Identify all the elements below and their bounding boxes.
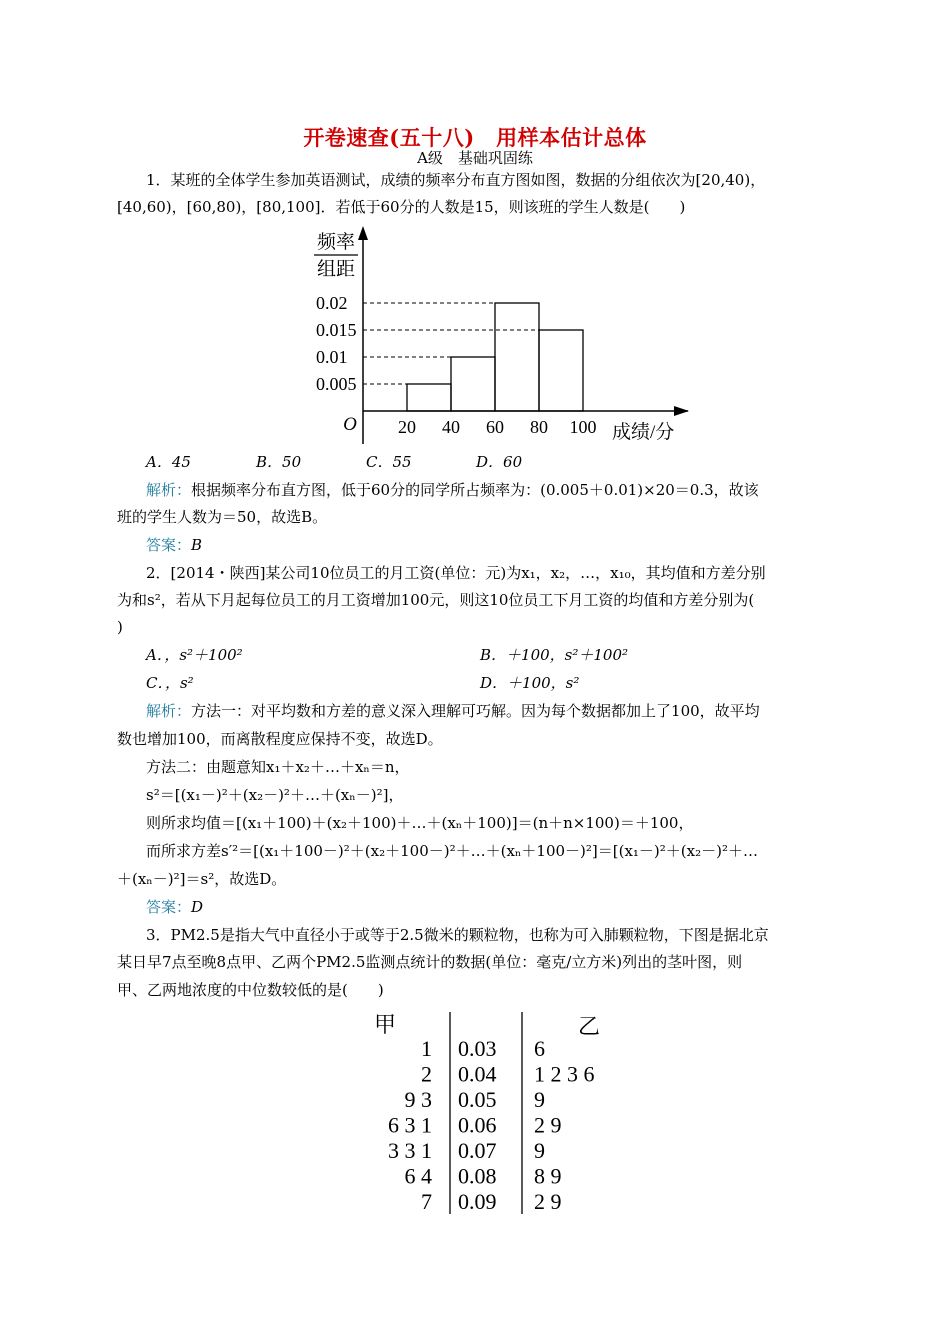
y-tick-label-1: 0.01 bbox=[316, 347, 348, 367]
histogram-bar-0 bbox=[407, 384, 451, 411]
q3-stem-line-3: 甲、乙两地浓度的中位数较低的是( ) bbox=[117, 981, 384, 999]
q2-analysis-line-2: 数也增加100，而离散程度应保持不变，故选D。 bbox=[117, 730, 443, 748]
stem-value: 0.04 bbox=[458, 1061, 497, 1087]
answer-label: 答案： bbox=[146, 898, 192, 916]
left-header: 甲 bbox=[374, 1012, 397, 1037]
q2-option-d: D．＋100，s² bbox=[480, 674, 580, 692]
answer-label: 答案： bbox=[146, 536, 192, 554]
right-leaves: 1 2 3 6 bbox=[534, 1061, 595, 1087]
q2-option-b: B．＋100，s²＋100² bbox=[480, 646, 629, 664]
x-tick-label-4: 100 bbox=[569, 417, 597, 437]
q2-answer: 答案：D bbox=[146, 898, 204, 916]
stem-value: 0.03 bbox=[458, 1036, 497, 1061]
stem-value: 0.08 bbox=[458, 1163, 497, 1189]
q2-method2-line-1: 方法二：由题意知x₁＋x₂＋…＋xₙ＝n， bbox=[146, 758, 410, 776]
analysis-label: 解析： bbox=[146, 481, 192, 499]
q1-analysis-line-1: 解析：根据频率分布直方图，低于60分的同学所占频率为：(0.005＋0.01)×20＝0.3，故该 bbox=[146, 481, 759, 499]
right-leaves: 8 9 bbox=[534, 1163, 562, 1189]
q2-method2-line-2: s²＝[(x₁－)²＋(x₂－)²＋…＋(xₙ－)²]， bbox=[146, 786, 404, 804]
left-leaves: 2 bbox=[421, 1061, 432, 1087]
x-tick-label-2: 60 bbox=[486, 417, 504, 437]
q1-option-a: A．45 bbox=[146, 453, 191, 471]
q1-analysis-line-2: 班的学生人数为＝50，故选B。 bbox=[117, 508, 328, 526]
frequency-histogram bbox=[300, 222, 690, 448]
right-leaves: 6 bbox=[534, 1036, 545, 1061]
left-leaves: 1 bbox=[421, 1036, 432, 1061]
left-leaves: 9 3 bbox=[404, 1087, 432, 1112]
q2-method2-line-5: ＋(xₙ－)²]＝s²，故选D。 bbox=[117, 870, 287, 888]
x-tick-label-1: 40 bbox=[442, 417, 460, 437]
q2-method2-line-4: 而所求方差s′²＝[(x₁＋100－)²＋(x₂＋100－)²＋…＋(xₙ＋100－)²]＝[(x₁－)²＋(x₂－)²＋… bbox=[146, 842, 758, 860]
q1-option-c: C．55 bbox=[366, 453, 412, 471]
q2-method2-line-3: 则所求均值＝[(x₁＋100)＋(x₂＋100)＋…＋(xₙ＋100)]＝(n＋n×100)＝＋100， bbox=[146, 814, 694, 832]
level-heading: A级 基础巩固练 bbox=[417, 149, 533, 167]
q1-options bbox=[146, 452, 586, 472]
left-leaves: 6 4 bbox=[404, 1163, 432, 1189]
q1-answer: 答案：B bbox=[146, 536, 203, 554]
y-tick-label-0: 0.005 bbox=[316, 374, 357, 394]
analysis-label: 解析： bbox=[146, 702, 192, 720]
x-axis-arrow bbox=[674, 406, 689, 416]
q1-option-b: B．50 bbox=[256, 453, 302, 471]
stem-value: 0.09 bbox=[458, 1189, 497, 1214]
histogram-bar-2 bbox=[495, 303, 539, 411]
right-leaves: 9 bbox=[534, 1138, 545, 1163]
right-header: 乙 bbox=[578, 1014, 601, 1039]
stem-value: 0.05 bbox=[458, 1087, 497, 1112]
y-tick-label-2: 0.015 bbox=[316, 320, 357, 340]
histogram-bar-3 bbox=[539, 330, 583, 411]
q2-stem-line-3: ) bbox=[117, 618, 123, 636]
q1-stem-line-1: 1．某班的全体学生参加英语测试，成绩的频率分布直方图如图，数据的分组依次为[20,40)， bbox=[146, 171, 766, 189]
left-leaves: 6 3 1 bbox=[388, 1112, 432, 1138]
x-tick-label-0: 20 bbox=[398, 417, 416, 437]
right-leaves: 9 bbox=[534, 1087, 545, 1112]
q2-option-c: C．，s² bbox=[146, 674, 194, 692]
y-label-top: 频率 bbox=[316, 232, 356, 253]
q2-analysis-line-1: 解析：方法一：对平均数和方差的意义深入理解可巧解。因为每个数据都加上了100，故平均 bbox=[146, 702, 760, 720]
left-leaves: 7 bbox=[421, 1189, 432, 1214]
stem-leaf-plot bbox=[360, 1008, 630, 1218]
histogram-bar-1 bbox=[451, 357, 495, 411]
origin-label: O bbox=[343, 414, 357, 435]
x-tick-label-3: 80 bbox=[530, 417, 548, 437]
y-label-bottom: 组距 bbox=[316, 259, 356, 280]
q2-option-a: A．，s²＋100² bbox=[146, 646, 243, 664]
q3-stem-line-2: 某日早7点至晚8点甲、乙两个PM2.5监测点统计的数据(单位：毫克/立方米)列出的茎叶图，则 bbox=[117, 953, 743, 971]
q3-stem-line-1: 3．PM2.5是指大气中直径小于或等于2.5微米的颗粒物，也称为可入肺颗粒物，下图是据北京 bbox=[146, 926, 769, 944]
page-title: 开卷速查(五十八) 用样本估计总体 bbox=[303, 125, 647, 150]
right-leaves: 2 9 bbox=[534, 1189, 562, 1214]
y-axis-arrow bbox=[358, 226, 368, 240]
stem-value: 0.06 bbox=[458, 1112, 497, 1138]
stem-value: 0.07 bbox=[458, 1138, 497, 1163]
q2-stem-line-2: 为和s²，若从下月起每位员工的月工资增加100元，则这10位员工下月工资的均值和方差分别为( bbox=[117, 591, 755, 609]
right-leaves: 2 9 bbox=[534, 1112, 562, 1138]
q2-stem-line-1: 2．[2014・陕西]某公司10位员工的月工资(单位：元)为x₁，x₂，…，x₁₀，其均值和方差分别 bbox=[146, 564, 766, 582]
q1-option-d: D．60 bbox=[476, 453, 523, 471]
y-tick-label-3: 0.02 bbox=[316, 293, 348, 313]
x-axis-label: 成绩/分 bbox=[612, 422, 675, 443]
left-leaves: 3 3 1 bbox=[388, 1138, 432, 1163]
q1-stem-line-2: [40,60)，[60,80)，[80,100]．若低于60分的人数是15，则该班的学生人数是( ) bbox=[117, 198, 686, 216]
